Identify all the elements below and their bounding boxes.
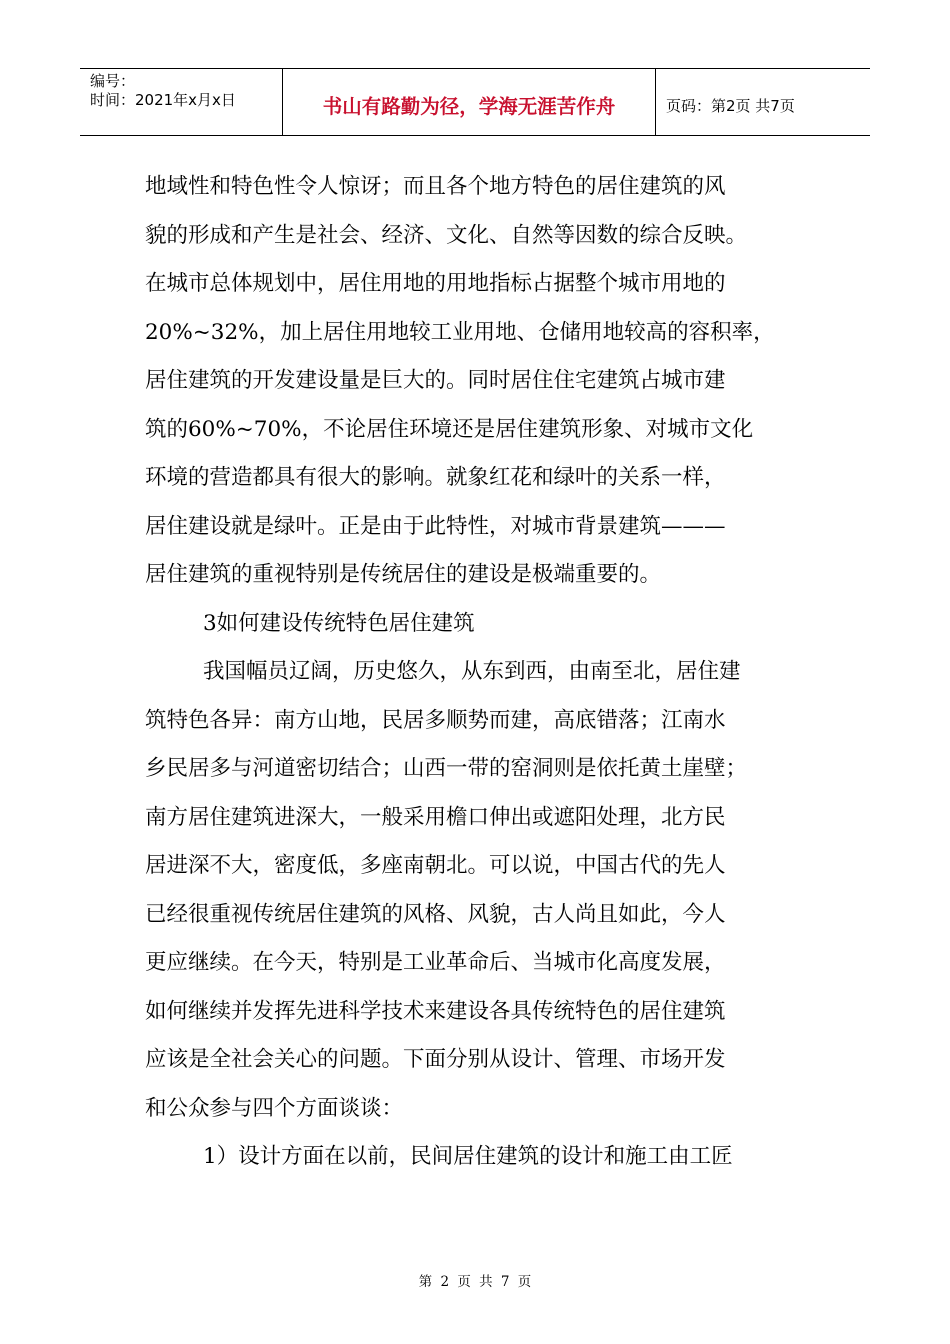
body-text-line: 貌的形成和产生是社会、经济、文化、自然等因数的综合反映。 [145,222,748,248]
header-meta-cell [80,69,282,135]
body-text-line: 1）设计方面在以前，民间居住建筑的设计和施工由工匠 [203,1144,733,1169]
body-text-line: 已经很重视传统居住建筑的风格、风貌，古人尚且如此，今人 [145,901,726,927]
page-footer: 第 2 页 共 7 页 [418,1274,532,1290]
body-text-line: 我国幅员辽阔，历史悠久，从东到西，由南至北，居住建 [203,659,741,684]
body-text-line: 20%~32%，加上居住用地较工业用地、仓储用地较高的容积率， [145,319,775,345]
body-text-line: 和公众参与四个方面谈谈： [145,1095,404,1121]
body-text-line: 居住建筑的重视特别是传统居住的建设是极端重要的。 [145,562,662,587]
doc-number-label: 编号： [90,72,136,90]
header-motto: 书山有路勤为径，学海无涯苦作舟 [282,69,656,135]
body-text-line: 地域性和特色性令人惊讶；而且各个地方特色的居住建筑的风 [145,174,726,199]
body-text-line: 更应继续。在今天，特别是工业革命后、当城市化高度发展， [145,950,726,975]
body-text-line: 应该是全社会关心的问题。下面分别从设计、管理、市场开发 [145,1047,726,1072]
time-label: 时间：2021年x月x日 [90,91,236,109]
body-text-line: 居进深不大，密度低，多座南朝北。可以说，中国古代的先人 [145,853,726,878]
body-text-line: 筑的60%~70%，不论居住环境还是居住建筑形象、对城市文化 [145,416,754,442]
body-text-line: 环境的营造都具有很大的影响。就象红花和绿叶的关系一样， [145,465,726,490]
body-text-line: 南方居住建筑进深大，一般采用檐口伸出或遮阳处理，北方民 [145,804,726,830]
body-text-line: 居住建设就是绿叶。正是由于此特性，对城市背景建筑——— [145,513,726,539]
body-text-line: 居住建筑的开发建设量是巨大的。同时居住住宅建筑占城市建 [145,368,726,393]
page-header [80,68,870,136]
body-text-line: 在城市总体规划中，居住用地的用地指标占据整个城市用地的 [145,271,726,296]
body-text-line: 筑特色各异：南方山地，民居多顺势而建，高底错落；江南水 [145,707,726,733]
document-body [145,163,815,1182]
body-text-line: 3如何建设传统特色居住建筑 [203,610,475,636]
body-text-line: 乡民居多与河道密切结合；山西一带的窑洞则是依托黄土崖壁； [145,756,748,781]
body-text-line: 如何继续并发挥先进科学技术来建设各具传统特色的居住建筑 [145,998,726,1024]
header-page-code: 页码：第2页 共7页 [666,96,795,115]
